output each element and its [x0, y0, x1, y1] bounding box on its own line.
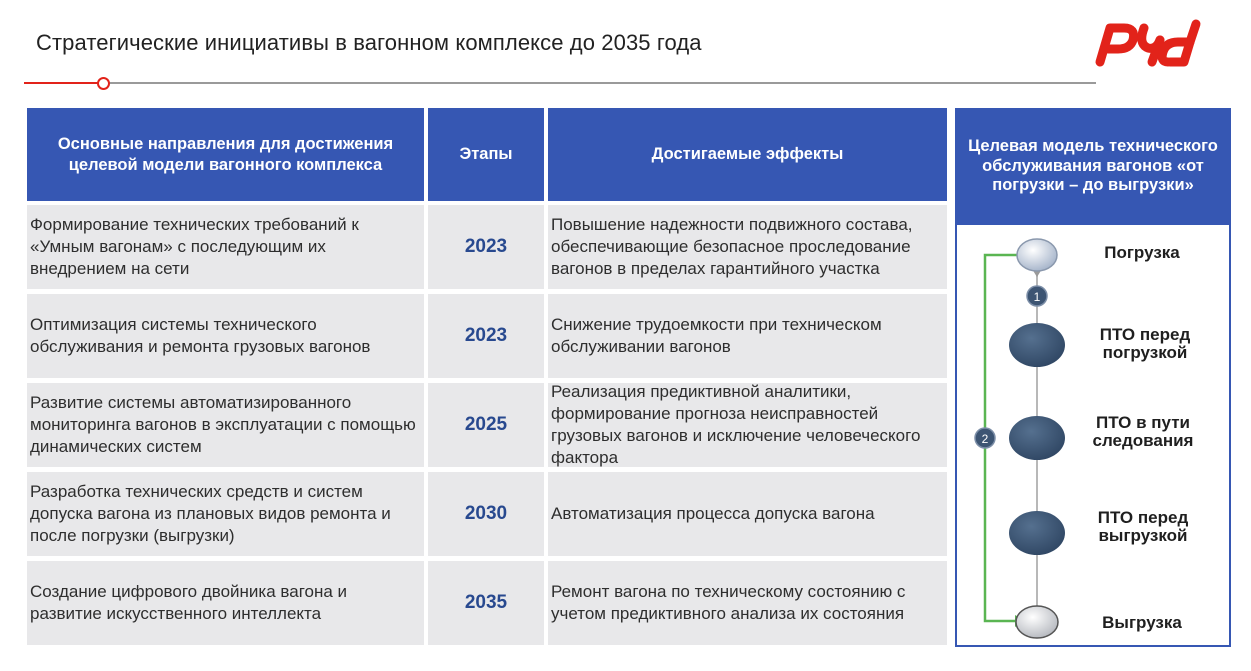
table-row-stage: 2023	[428, 294, 544, 378]
page-title: Стратегические инициативы в вагонном комплексе до 2035 года	[36, 30, 702, 55]
table-row-effect: Снижение трудоемкости при техническом обслуживании вагонов	[548, 294, 947, 378]
title-divider	[24, 82, 1096, 84]
stage-label-pto-en-route: ПТО в пути следования	[1092, 413, 1194, 451]
column-header-directions: Основные направления для достижения целевой модели вагонного комплекса	[27, 108, 424, 201]
table-row-stage: 2025	[428, 383, 544, 467]
table-row-stage: 2035	[428, 561, 544, 645]
stage-label-unloading: Выгрузка	[1102, 613, 1182, 632]
stage-node-loading	[1017, 239, 1057, 271]
table-row-effect: Повышение надежности подвижного состава, обеспечивающие безопасное проследование вагонов в пределах гарантийного участка	[548, 205, 947, 289]
title-divider-accent	[24, 82, 102, 84]
target-model-title: Целевая модель технического обслуживания вагонов «от погрузки – до выгрузки»	[955, 108, 1231, 225]
table-row-direction: Оптимизация системы технического обслуживания и ремонта грузовых вагонов	[27, 294, 424, 378]
table-row-direction: Разработка технических средств и систем допуска вагона из плановых видов ремонта и после погрузки (выгрузки)	[27, 472, 424, 556]
step-badge-2-label: 2	[981, 432, 989, 446]
table-row-effect: Ремонт вагона по техническому состоянию с учетом предиктивного анализа их состояния	[548, 561, 947, 645]
table-row-direction: Развитие системы автоматизированного мониторинга вагонов в эксплуатации с помощью динамических систем	[27, 383, 424, 467]
stage-label-pto-before-loading: ПТО перед погрузкой	[1099, 325, 1191, 363]
stage-node-pto-en-route	[1009, 416, 1065, 460]
table-row-effect: Автоматизация процесса допуска вагона	[548, 472, 947, 556]
stage-node-unloading	[1016, 606, 1058, 638]
stage-label-loading: Погрузка	[1104, 243, 1180, 262]
stage-label-pto-before-unloading: ПТО перед выгрузкой	[1097, 508, 1189, 546]
table-row-stage: 2030	[428, 472, 544, 556]
step-badge-1-label: 1	[1033, 290, 1041, 304]
column-header-effects: Достигаемые эффекты	[548, 108, 947, 201]
table-row-stage: 2023	[428, 205, 544, 289]
column-header-stages: Этапы	[428, 108, 544, 201]
stage-node-pto-before-unloading	[1009, 511, 1065, 555]
title-divider-dot	[97, 77, 110, 90]
stage-node-pto-before-loading	[1009, 323, 1065, 367]
table-row-direction: Формирование технических требований к «Умным вагонам» с последующим их внедрением на сети	[27, 205, 424, 289]
rzd-logo	[1094, 18, 1206, 68]
table-row-direction: Создание цифрового двойника вагона и развитие искусственного интеллекта	[27, 561, 424, 645]
table-row-effect: Реализация предиктивной аналитики, формирование прогноза неисправностей грузовых вагонов и исключение человеческого фактора	[548, 383, 947, 467]
